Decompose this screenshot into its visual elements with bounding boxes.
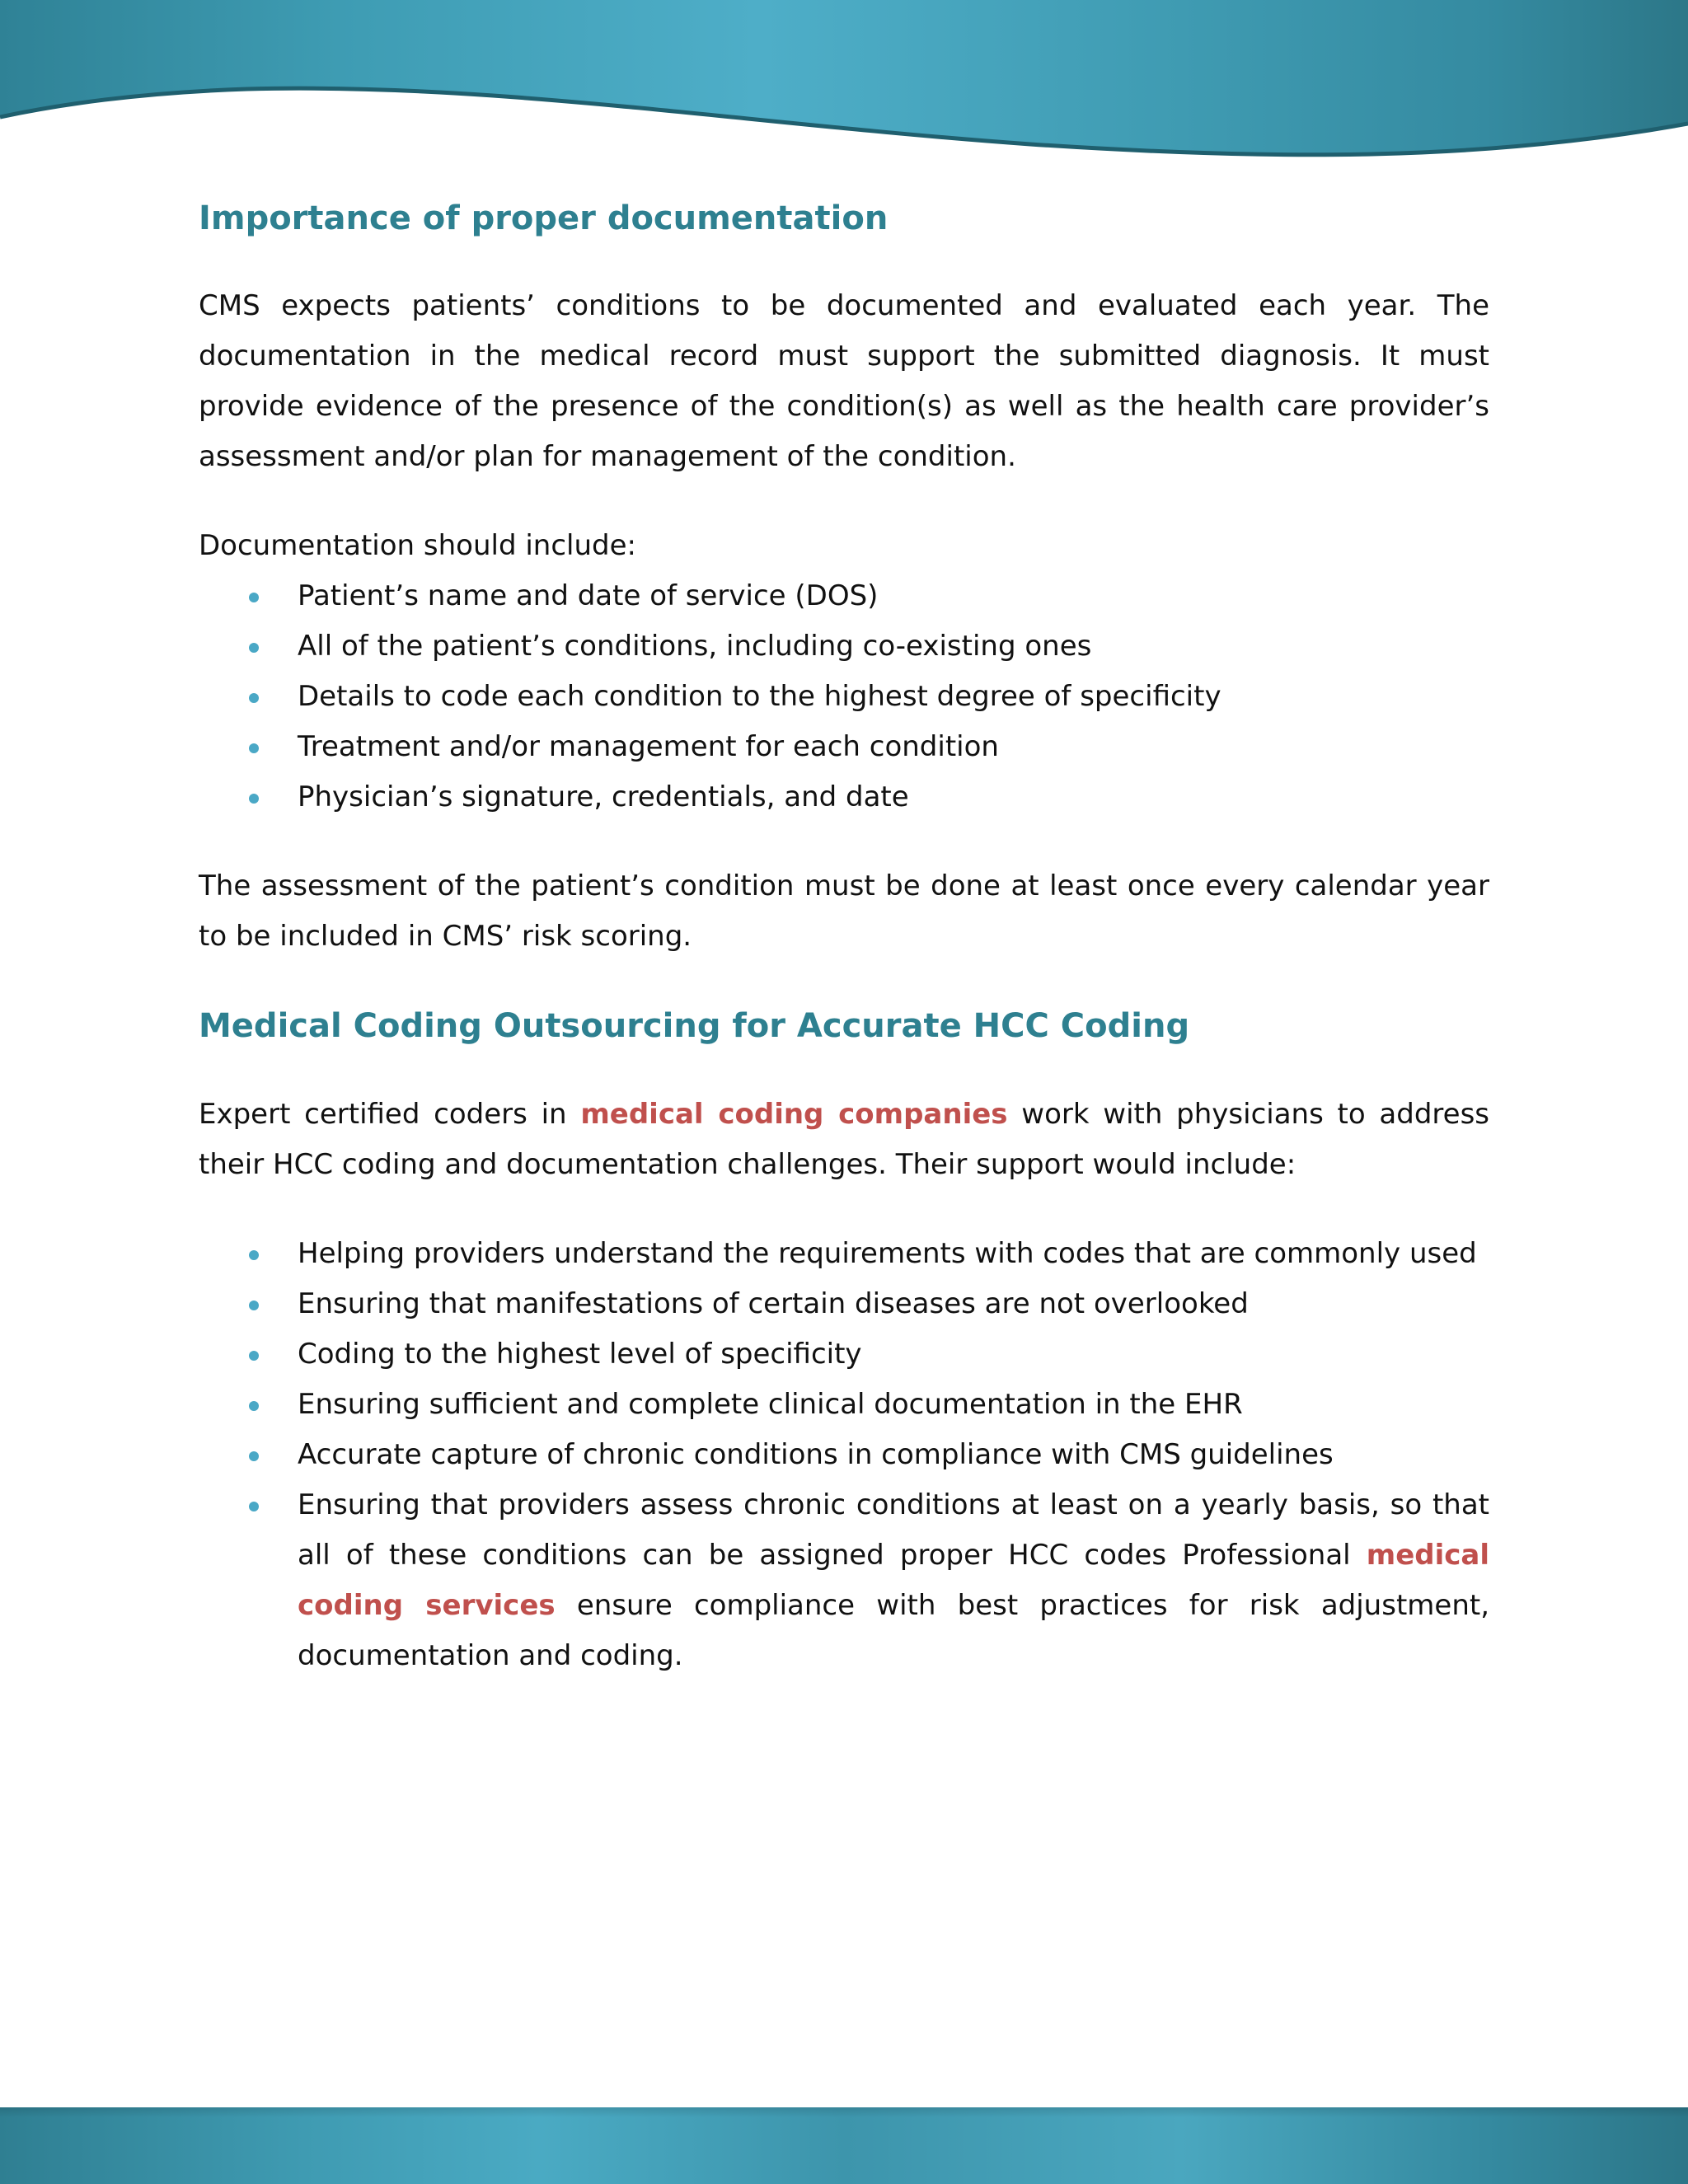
list-item: Accurate capture of chronic conditions in compliance with CMS guidelines bbox=[199, 1430, 1489, 1480]
bullet-icon bbox=[249, 1301, 259, 1310]
bullet-icon bbox=[249, 1351, 259, 1361]
bullet-icon bbox=[249, 1451, 259, 1461]
list-item: Physician’s signature, credentials, and date bbox=[199, 772, 1489, 823]
document-body bbox=[199, 194, 1489, 1681]
list-item: Ensuring sufficient and complete clinical documentation in the EHR bbox=[199, 1380, 1489, 1430]
bullet-icon bbox=[249, 1401, 259, 1411]
list-item: Patient’s name and date of service (DOS) bbox=[199, 571, 1489, 621]
footer-band bbox=[0, 2107, 1688, 2184]
paragraph-cms-expectations: CMS expects patients’ conditions to be documented and evaluated each year. The documentation in the medical record must support the submitted diagnosis. It must provide evidence of the presence of the condition(s) as well as the health care provider’s assessment and/or plan for management of the condition. bbox=[199, 289, 1489, 473]
list-item: Treatment and/or management for each condition bbox=[199, 722, 1489, 772]
bullet-icon bbox=[249, 1250, 259, 1260]
list-item: Ensuring that providers assess chronic conditions at least on a yearly basis, so that all of these conditions can be assigned proper HCC codes Professional medical coding services ensure compliance with best practices for risk adjustment, documentation and coding. bbox=[199, 1480, 1489, 1681]
bullet-icon bbox=[249, 743, 259, 753]
paragraph-assessment: The assessment of the patient’s condition must be done at least once every calendar year to be included in CMS’ risk scoring. bbox=[199, 869, 1489, 953]
support-list bbox=[199, 1229, 1489, 1681]
bullet-icon bbox=[249, 693, 259, 703]
bullet-icon bbox=[249, 643, 259, 653]
paragraph-expert-coders: Expert certified coders in medical coding companies work with physicians to address their HCC coding and documentation challenges. Their support would include: bbox=[199, 1098, 1490, 1181]
bullet-icon bbox=[249, 794, 259, 804]
bullet-icon bbox=[249, 1502, 259, 1511]
link-medical-coding-services[interactable]: medical coding services bbox=[298, 1539, 1489, 1622]
list-item: Ensuring that manifestations of certain diseases are not overlooked bbox=[199, 1279, 1489, 1329]
section-heading-documentation: Importance of proper documentation bbox=[199, 199, 889, 237]
documentation-requirements-list bbox=[199, 571, 1489, 823]
list-item: All of the patient’s conditions, including co-existing ones bbox=[199, 621, 1489, 672]
list-item: Details to code each condition to the highest degree of specificity bbox=[199, 672, 1489, 722]
list-intro: Documentation should include: bbox=[199, 529, 637, 562]
list-item: Coding to the highest level of specificity bbox=[199, 1329, 1489, 1380]
section-heading-outsourcing: Medical Coding Outsourcing for Accurate HCC Coding bbox=[199, 1007, 1190, 1045]
list-item: Helping providers understand the requirements with codes that are commonly used bbox=[199, 1229, 1489, 1279]
header-wave-banner bbox=[0, 0, 1688, 165]
link-medical-coding-companies[interactable]: medical coding companies bbox=[580, 1098, 1008, 1131]
bullet-icon bbox=[249, 593, 259, 602]
